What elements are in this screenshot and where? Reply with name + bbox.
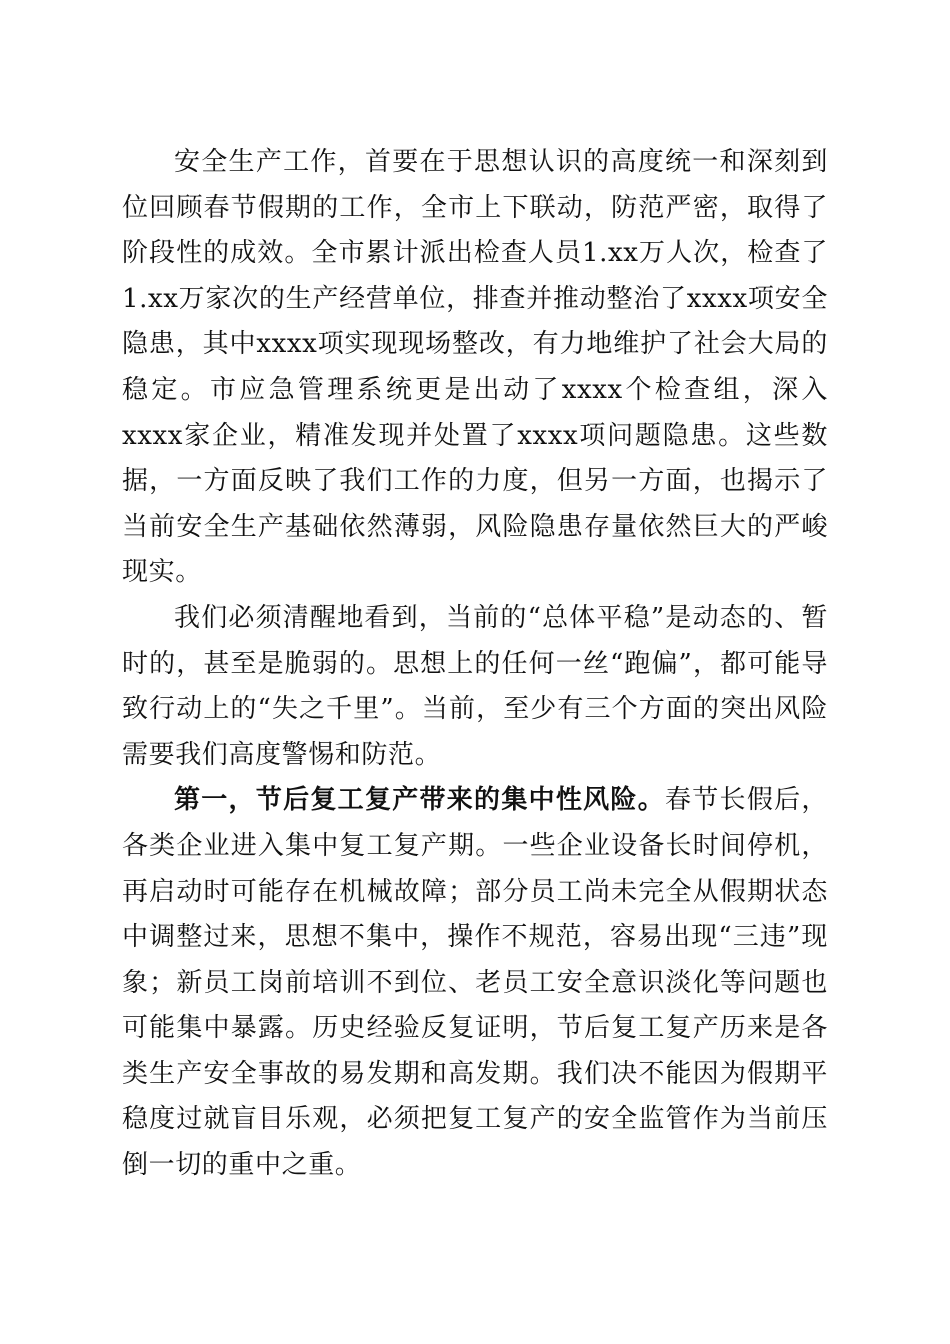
paragraph-2 [122,596,828,778]
document-body [122,140,828,1189]
paragraph-1-text: 安全生产工作，首要在于思想认识的高度统一和深刻到位回顾春节假期的工作，全市上下联动，防范严密，取得了阶段性的成效。全市累计派出检查人员1.xx万人次，检查了1.xx万家次的生产经营单位，排查并推动整治了xxxx项安全隐患，其中xxxx项实现现场整改，有力地维护了社会大局的稳定。市应急管理系统更是出动了xxxx个检查组，深入xxxx家企业，精准发现并处置了xxxx项问题隐患。这些数据，一方面反映了我们工作的力度，但另一方面，也揭示了当前安全生产基础依然薄弱，风险隐患存量依然巨大的严峻现实。 [122,147,828,588]
paragraph-1 [122,140,828,596]
paragraph-3-lead: 第一，节后复工复产带来的集中性风险。 [174,785,665,816]
paragraph-3 [122,778,828,1188]
paragraph-2-text: 我们必须清醒地看到，当前的“总体平稳”是动态的、暂时的，甚至是脆弱的。思想上的任何一丝“跑偏”，都可能导致行动上的“失之千里”。当前，至少有三个方面的突出风险需要我们高度警惕和防范。 [122,602,828,770]
paragraph-3-text: 春节长假后，各类企业进入集中复工复产期。一些企业设备长时间停机，再启动时可能存在机械故障；部分员工尚未完全从假期状态中调整过来，思想不集中，操作不规范，容易出现“三违”现象；新员工岗前培训不到位、老员工安全意识淡化等问题也可能集中暴露。历史经验反复证明，节后复工复产历来是各类生产安全事故的易发期和高发期。我们决不能因为假期平稳度过就盲目乐观，必须把复工复产的安全监管作为当前压倒一切的重中之重。 [122,785,828,1181]
